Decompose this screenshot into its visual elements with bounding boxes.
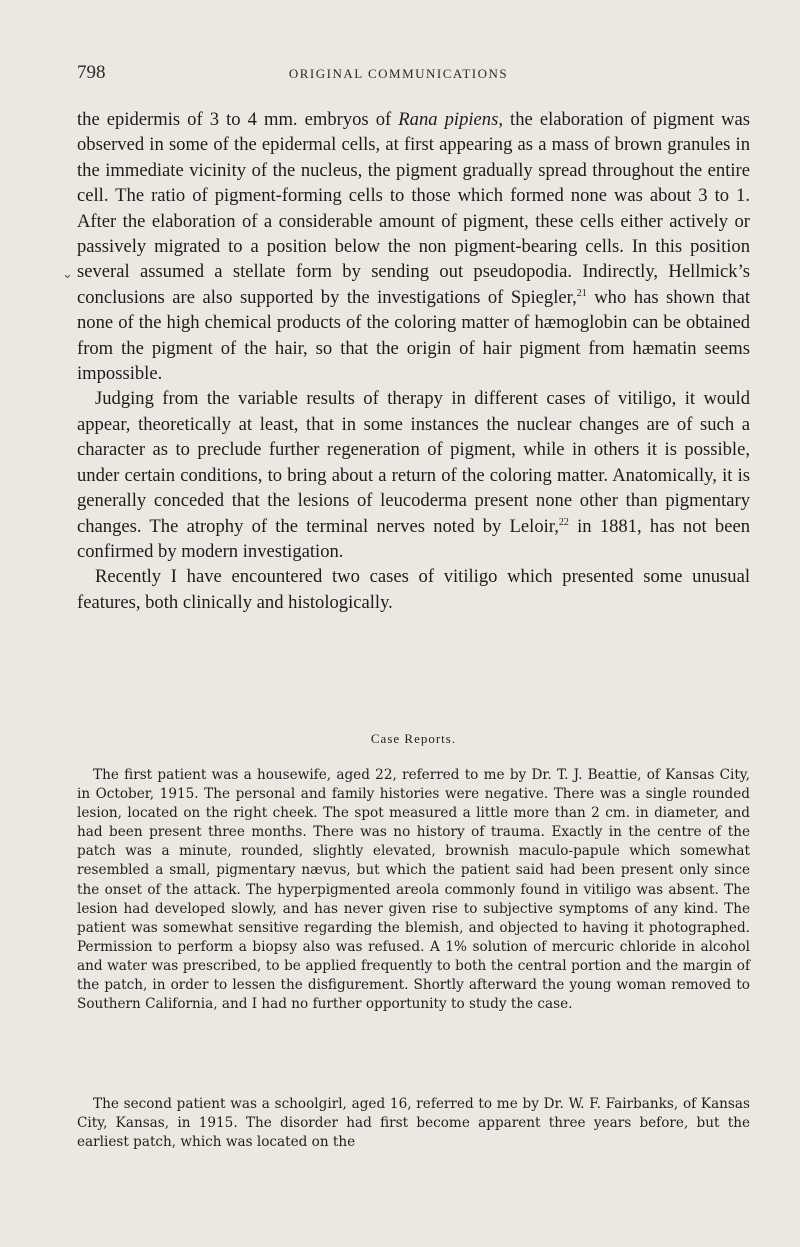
case-paragraph: The second patient was a schoolgirl, aged 16, referred to me by Dr. W. F. Fairbanks, of Kansas City, Kansas, in 1915. The disorder had first become apparent three years before, but the earliest patch, which was located on the bbox=[77, 1096, 750, 1151]
species-name: Rana pipiens, bbox=[398, 109, 503, 130]
paragraph-text: Judging from the variable results of therapy in different cases of vitiligo, it would appear, theoretically at least, that in some instances the nuclear changes are of such a character as to preclude further regeneration of pigment, while in others it is possible, under certain conditions, to bring about a return of the coloring matter. Anatomically, it is generally conceded that the lesions of leucoderma present none other than pigmentary changes. The atrophy of the terminal nerves noted by Leloir, bbox=[77, 388, 750, 537]
case-report-2 bbox=[77, 1095, 750, 1152]
page-header bbox=[77, 62, 720, 86]
page-number: 798 bbox=[77, 62, 106, 83]
main-body-text bbox=[77, 107, 750, 615]
reference-marker: 22 bbox=[558, 516, 569, 528]
paragraph-text: the elaboration of pigment was observed in some of the epidermal cells, at first appearing as a mass of brown granules in the immediate vicinity of the nucleus, the pigment gradually spread throughout the entire cell. The ratio of pigment-forming cells to those which formed none was about 3 to 1. After the elaboration of a considerable amount of pigment, these cells either actively or passively migrated to a position below the non pigment-bearing cells. In this position several assumed a stellate form by sending out pseudopodia. Indirectly, Hellmick’s conclusions are also supported by the investigations of Spiegler, bbox=[77, 109, 751, 308]
case-report-1 bbox=[77, 766, 750, 1014]
reference-marker: 21 bbox=[576, 287, 587, 299]
paragraph-text: who has shown that none of the high chemical products of the coloring matter of hæmoglobin can be obtained from the pigment of the hair, so that the origin of hair pigment from hæmatin seems impossible. bbox=[77, 286, 750, 385]
paragraph bbox=[77, 386, 750, 564]
margin-pencil-mark: ⌄ bbox=[62, 266, 73, 281]
paragraph bbox=[77, 107, 750, 386]
case-paragraph: The first patient was a housewife, aged 22, referred to me by Dr. T. J. Beattie, of Kansas City, in October, 1915. The personal and family histories were negative. There was a single rounded lesion, located on the right cheek. The spot measured a little more than 2 cm. in diameter, and had been present three months. There was no history of trauma. Exactly in the centre of the patch was a minute, rounded, slightly elevated, brownish maculo-papule which somewhat resembled a small, pigmentary nævus, but which the patient said had been present only since the onset of the attack. The hyperpigmented areola commonly found in vitiligo was absent. The lesion had developed slowly, and has never given rise to subjective symptoms of any kind. The patient was somewhat sensitive regarding the blemish, and objected to having it photographed. Permission to perform a biopsy also was refused. A 1% solution of mercuric chloride in alcohol and water was prescribed, to be applied frequently to both the central portion and the margin of the patch, in order to lessen the disfigurement. Shortly afterward the young woman removed to Southern California, and I had no further opportunity to study the case. bbox=[77, 767, 750, 1013]
paragraph-text: the epidermis of 3 to 4 mm. embryos of bbox=[77, 109, 399, 130]
running-head: ORIGINAL COMMUNICATIONS bbox=[288, 66, 509, 81]
section-heading: Case Reports. bbox=[370, 731, 457, 746]
paragraph: Recently I have encountered two cases of vitiligo which presented some unusual features, both clinically and histologically. bbox=[77, 566, 750, 613]
paragraph-text: in 1881, has not been confirmed by modern investigation. bbox=[77, 515, 750, 562]
